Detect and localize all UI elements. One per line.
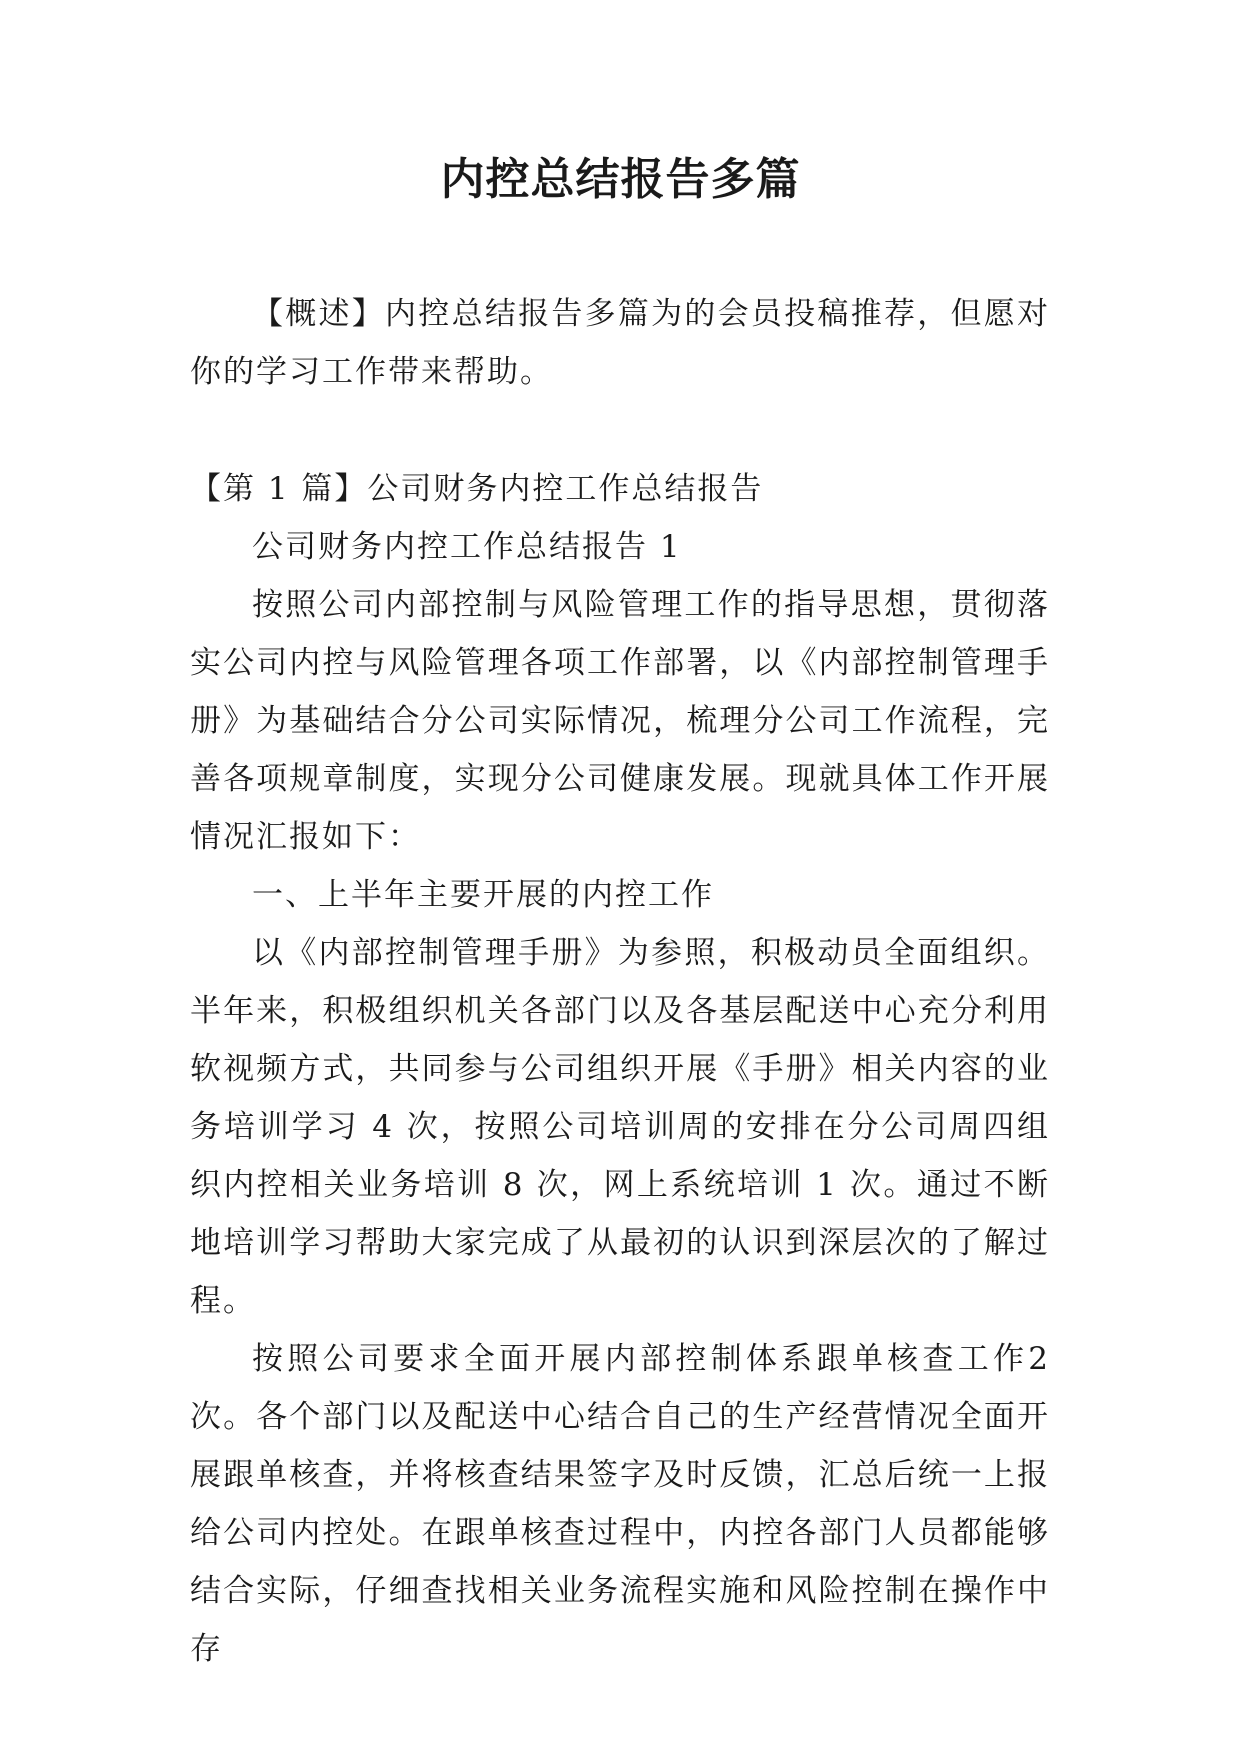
- section-heading: 一、上半年主要开展的内控工作: [252, 877, 714, 913]
- article-paragraph: 以《内部控制管理手册》为参照，积极动员全面组织。半年来，积极组织机关各部门以及各基层配送中心充分利用软视频方式，共同参与公司组织开展《手册》相关内容的业务培训学习 4 次，按照公司培训周的安排在分公司周四组织内控相关业务培训 8 次，网上系统培训 1 次。通过不断地培训学习帮助大家完成了从最初的认识到深层次的了解过程。: [190, 935, 1050, 1319]
- article-section: [190, 460, 1050, 1678]
- document-title: 内控总结报告多篇: [440, 154, 801, 205]
- article-heading: 【第 1 篇】公司财务内控工作总结报告: [190, 471, 764, 507]
- summary-paragraph: 【概述】内控总结报告多篇为的会员投稿推荐，但愿对你的学习工作带来帮助。: [190, 296, 1050, 390]
- article-paragraph: 按照公司要求全面开展内部控制体系跟单核查工作2次。各个部门以及配送中心结合自己的生产经营情况全面开展跟单核查，并将核查结果签字及时反馈，汇总后统一上报给公司内控处。在跟单核查过程中，内控各部门人员都能够结合实际，仔细查找相关业务流程实施和风险控制在操作中存: [190, 1341, 1050, 1667]
- article-paragraph: 按照公司内部控制与风险管理工作的指导思想，贯彻落实公司内控与风险管理各项工作部署，以《内部控制管理手册》为基础结合分公司实际情况，梳理分公司工作流程，完善各项规章制度，实现分公司健康发展。现就具体工作开展情况汇报如下：: [190, 587, 1050, 855]
- article-subheading: 公司财务内控工作总结报告 1: [252, 529, 682, 565]
